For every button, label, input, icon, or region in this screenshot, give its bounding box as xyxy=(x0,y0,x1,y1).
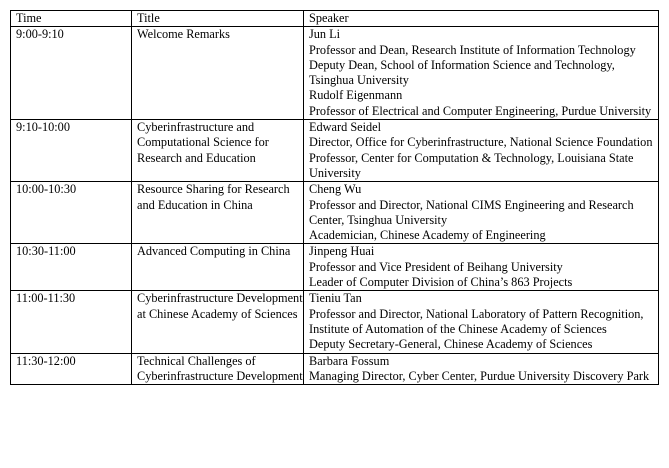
speaker-line: Rudolf Eigenmann xyxy=(309,88,403,103)
session-title: Resource Sharing for Research and Education in China xyxy=(132,182,304,244)
speaker-line: Deputy Dean, School of Information Science and Technology, Tsinghua University xyxy=(309,57,615,88)
speaker-line: Professor and Dean, Research Institute of Information Technology xyxy=(309,42,636,57)
header-row xyxy=(11,11,659,27)
table-row xyxy=(11,182,659,244)
session-time: 11:30-12:00 xyxy=(11,353,132,385)
speaker-line: Tieniu Tan xyxy=(309,291,362,306)
table-row xyxy=(11,244,659,291)
session-speaker xyxy=(304,182,659,244)
speaker-line: Professor and Vice President of Beihang University xyxy=(309,259,563,274)
agenda-table xyxy=(10,10,659,385)
session-title: Welcome Remarks xyxy=(132,27,304,120)
agenda-body xyxy=(11,11,659,385)
table-row xyxy=(11,353,659,385)
speaker-line: Edward Seidel xyxy=(309,120,382,135)
header-time: Time xyxy=(11,11,132,27)
speaker-line: Barbara Fossum xyxy=(309,353,390,368)
table-row xyxy=(11,27,659,120)
session-title: Advanced Computing in China xyxy=(132,244,304,291)
session-time: 10:30-11:00 xyxy=(11,244,132,291)
header-speaker: Speaker xyxy=(304,11,659,27)
table-row xyxy=(11,120,659,182)
speaker-line: Professor, Center for Computation & Technology, Louisiana State University xyxy=(309,150,634,180)
speaker-line: Professor of Electrical and Computer Engineering, Purdue University xyxy=(309,103,652,118)
header-title: Title xyxy=(132,11,304,27)
session-speaker xyxy=(304,120,659,182)
session-time: 9:10-10:00 xyxy=(11,120,132,182)
speaker-line: Academician, Chinese Academy of Engineering xyxy=(309,228,546,243)
speaker-line: Cheng Wu xyxy=(309,182,362,197)
session-title: Cyberinfrastructure and Computational Science for Research and Education xyxy=(132,120,304,182)
session-speaker xyxy=(304,353,659,385)
session-time: 9:00-9:10 xyxy=(11,27,132,120)
speaker-line: Director, Office for Cyberinfrastructure, National Science Foundation xyxy=(309,135,653,150)
speaker-line: Professor and Director, National CIMS Engineering and Research Center, Tsinghua University xyxy=(309,197,634,227)
session-title: Technical Challenges of Cyberinfrastructure Development xyxy=(132,353,304,385)
speaker-line: Managing Director, Cyber Center, Purdue University Discovery Park xyxy=(309,368,650,383)
session-speaker xyxy=(304,244,659,291)
table-row xyxy=(11,291,659,353)
session-time: 11:00-11:30 xyxy=(11,291,132,353)
speaker-line: Leader of Computer Division of China’s 863 Projects xyxy=(309,275,573,290)
session-speaker xyxy=(304,291,659,353)
session-title: Cyberinfrastructure Development at Chinese Academy of Sciences xyxy=(132,291,304,353)
session-speaker xyxy=(304,27,659,120)
speaker-line: Jun Li xyxy=(309,27,341,42)
speaker-line: Jinpeng Huai xyxy=(309,244,375,259)
speaker-line: Professor and Director, National Laboratory of Pattern Recognition, Institute of Automation of the Chinese Academy of Sciences xyxy=(309,306,644,336)
speaker-line: Deputy Secretary-General, Chinese Academy of Sciences xyxy=(309,337,593,352)
session-time: 10:00-10:30 xyxy=(11,182,132,244)
